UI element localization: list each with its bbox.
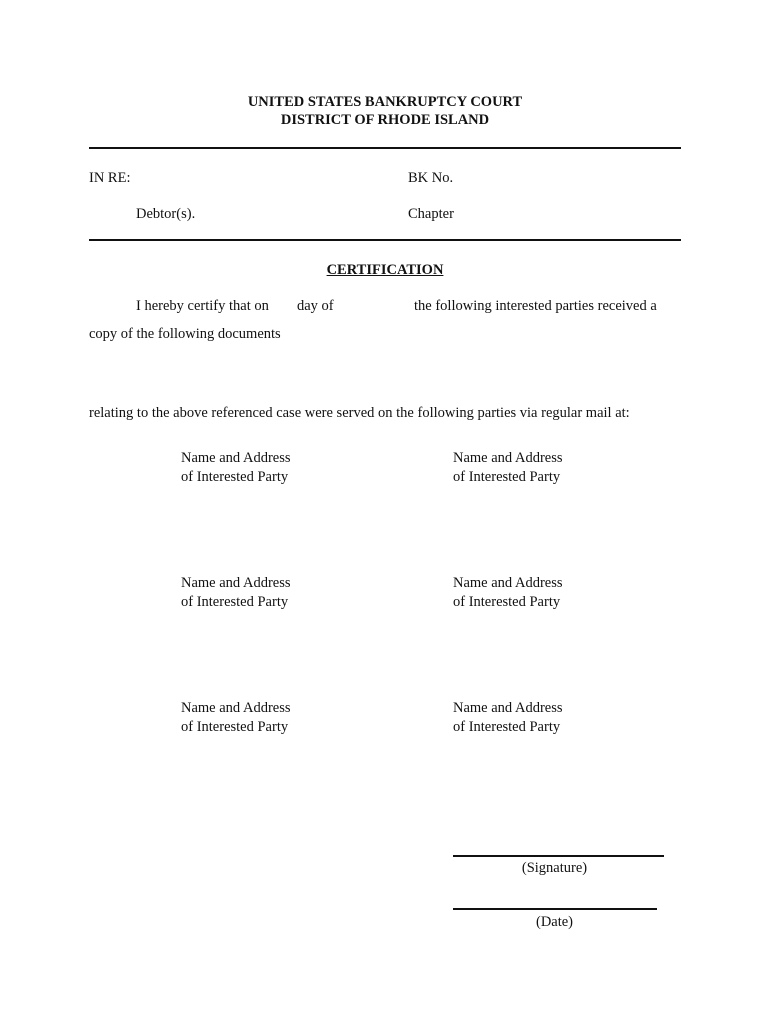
party-name-address-label: Name and Address [181, 450, 291, 466]
interested-party-block [453, 574, 563, 611]
party-interested-label: of Interested Party [453, 593, 561, 610]
interested-party-block [181, 574, 291, 611]
date-line [453, 908, 657, 910]
party-name-address-label: Name and Address [453, 575, 563, 591]
service-statement: relating to the above referenced case were served on the following parties via regular mail at: [89, 405, 630, 421]
bottom-divider [89, 239, 681, 241]
party-interested-label: of Interested Party [181, 468, 289, 485]
interested-party-block [453, 699, 563, 736]
top-divider [89, 147, 681, 149]
documents-line: copy of the following documents [89, 326, 281, 342]
interested-party-block [453, 449, 563, 486]
court-name: UNITED STATES BANKRUPTCY COURT [247, 94, 523, 110]
certify-text-end: the following interested parties received a [414, 298, 657, 314]
party-interested-label: of Interested Party [453, 718, 561, 735]
signature-label: (Signature) [521, 860, 588, 876]
party-interested-label: of Interested Party [453, 468, 561, 485]
certification-title: CERTIFICATION [326, 262, 444, 278]
chapter-label: Chapter [408, 206, 454, 222]
district-name: DISTRICT OF RHODE ISLAND [280, 112, 490, 128]
party-name-address-label: Name and Address [181, 700, 291, 716]
interested-party-block [181, 699, 291, 736]
in-re-label: IN RE: [89, 170, 131, 186]
date-label: (Date) [535, 914, 574, 930]
party-name-address-label: Name and Address [453, 700, 563, 716]
signature-line [453, 855, 664, 857]
interested-party-block [181, 449, 291, 486]
debtors-label: Debtor(s). [136, 206, 196, 222]
bk-number-label: BK No. [408, 170, 454, 186]
certify-text-start: I hereby certify that on [136, 298, 269, 314]
certify-day-of: day of [297, 298, 334, 314]
party-name-address-label: Name and Address [453, 450, 563, 466]
party-name-address-label: Name and Address [181, 575, 291, 591]
party-interested-label: of Interested Party [181, 718, 289, 735]
party-interested-label: of Interested Party [181, 593, 289, 610]
